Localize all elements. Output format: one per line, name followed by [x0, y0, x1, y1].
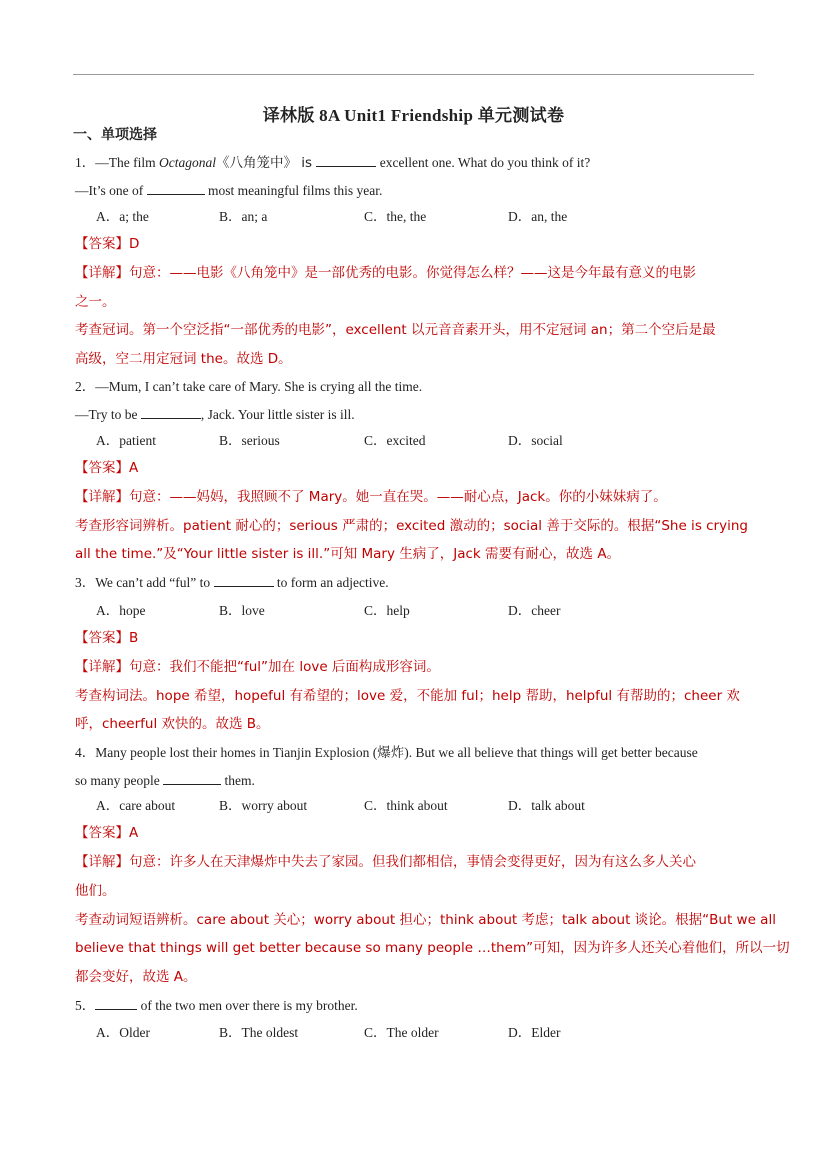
question-1-option-a: A．a; the: [96, 209, 149, 224]
answer-blank: [163, 770, 221, 785]
question-3-option-b: B．love: [219, 603, 265, 618]
question-4-detail: 【详解】句意：许多人在天津爆炸中失去了家园。但我们都相信，事情会变得更好，因为有这么多人关心: [75, 854, 696, 870]
question-2-answer: 【答案】A: [75, 460, 139, 476]
question-4-option-d: D．talk about: [508, 798, 585, 813]
question-3-answer: 【答案】B: [75, 630, 139, 646]
question-2-option-d: D．social: [508, 433, 563, 448]
question-1-detail: 之一。: [75, 294, 116, 310]
question-5-option-b: B．The oldest: [219, 1025, 299, 1040]
question-3-option-d: D．cheer: [508, 603, 561, 618]
section-heading: 一、单项选择: [73, 127, 157, 143]
question-4-option-c: C．think about: [364, 798, 448, 813]
answer-blank: [141, 404, 201, 419]
question-4-detail: 都会变好，故选 A。: [75, 969, 197, 985]
question-1-detail: 高级，空二用定冠词 the。故选 D。: [75, 351, 292, 367]
question-1-option-c: C．the, the: [364, 209, 427, 224]
header-rule: [73, 74, 754, 75]
question-1-option-b: B．an; a: [219, 209, 268, 224]
question-2-detail: 【详解】句意：——妈妈，我照顾不了 Mary。她一直在哭。——耐心点，Jack。你的小妹妹病了。: [75, 489, 667, 505]
question-3-option-a: A．hope: [96, 603, 146, 618]
question-4-stem: 4．Many people lost their homes in Tianjin Explosion (爆炸). But we all believe that things will get better because: [75, 745, 698, 760]
question-2-detail: 考查形容词辨析。patient 耐心的；serious 严肃的；excited 激动的；social 善于交际的。根据“She is crying: [75, 518, 748, 534]
answer-blank: [214, 572, 274, 587]
question-1-stem: 1．—The film Octagonal《八角笼中》 is excellent one. What do you think of it?: [75, 152, 590, 173]
question-5-option-c: C．The older: [364, 1025, 439, 1040]
question-2-option-b: B．serious: [219, 433, 280, 448]
question-1-detail: 【详解】句意：——电影《八角笼中》是一部优秀的电影。你觉得怎么样？——这是今年最有意义的电影: [75, 265, 696, 281]
question-3-option-c: C．help: [364, 603, 410, 618]
question-5-option-a: A．Older: [96, 1025, 150, 1040]
question-1-answer: 【答案】D: [75, 236, 140, 252]
question-4-option-b: B．worry about: [219, 798, 308, 813]
question-5-stem: 5． of the two men over there is my brother.: [75, 995, 358, 1016]
question-2-stem: 2．—Mum, I can’t take care of Mary. She is crying all the time.: [75, 379, 423, 394]
question-1-detail: 考查冠词。第一个空泛指“一部优秀的电影”，excellent 以元音音素开头，用不定冠词 an；第二个空后是最: [75, 322, 716, 338]
answer-blank: [316, 152, 376, 167]
question-4-detail: believe that things will get better because so many people …them”可知，因为许多人还关心着他们，所以一切: [75, 940, 790, 956]
question-4-detail: 考查动词短语辨析。care about 关心；worry about 担心；think about 考虑；talk about 谈论。根据“But we all: [75, 912, 776, 928]
question-4-detail: 他们。: [75, 883, 116, 899]
question-3-detail: 【详解】句意：我们不能把“ful”加在 love 后面构成形容词。: [75, 659, 440, 675]
question-3-detail: 呼，cheerful 欢快的。故选 B。: [75, 716, 270, 732]
page-title: 译林版 8A Unit1 Friendship 单元测试卷: [262, 106, 565, 125]
question-1-stem-2: —It’s one of most meaningful films this year.: [75, 180, 382, 201]
question-2-detail: all the time.”及“Your little sister is ill.”可知 Mary 生病了，Jack 需要有耐心，故选 A。: [75, 546, 621, 562]
question-2-stem-2: —Try to be , Jack. Your little sister is ill.: [75, 404, 355, 425]
question-1-option-d: D．an, the: [508, 209, 568, 224]
question-2-option-c: C．excited: [364, 433, 426, 448]
question-5-option-d: D．Elder: [508, 1025, 561, 1040]
question-4-option-a: A．care about: [96, 798, 176, 813]
answer-blank: [147, 180, 205, 195]
question-4-answer: 【答案】A: [75, 825, 139, 841]
question-4-stem-2: so many people them.: [75, 770, 255, 791]
answer-blank: [95, 995, 137, 1010]
question-3-detail: 考查构词法。hope 希望，hopeful 有希望的；love 爱，不能加 ful；help 帮助，helpful 有帮助的；cheer 欢: [75, 688, 740, 704]
question-2-option-a: A．patient: [96, 433, 156, 448]
question-3-stem: 3．We can’t add “ful” to to form an adjective.: [75, 572, 389, 593]
